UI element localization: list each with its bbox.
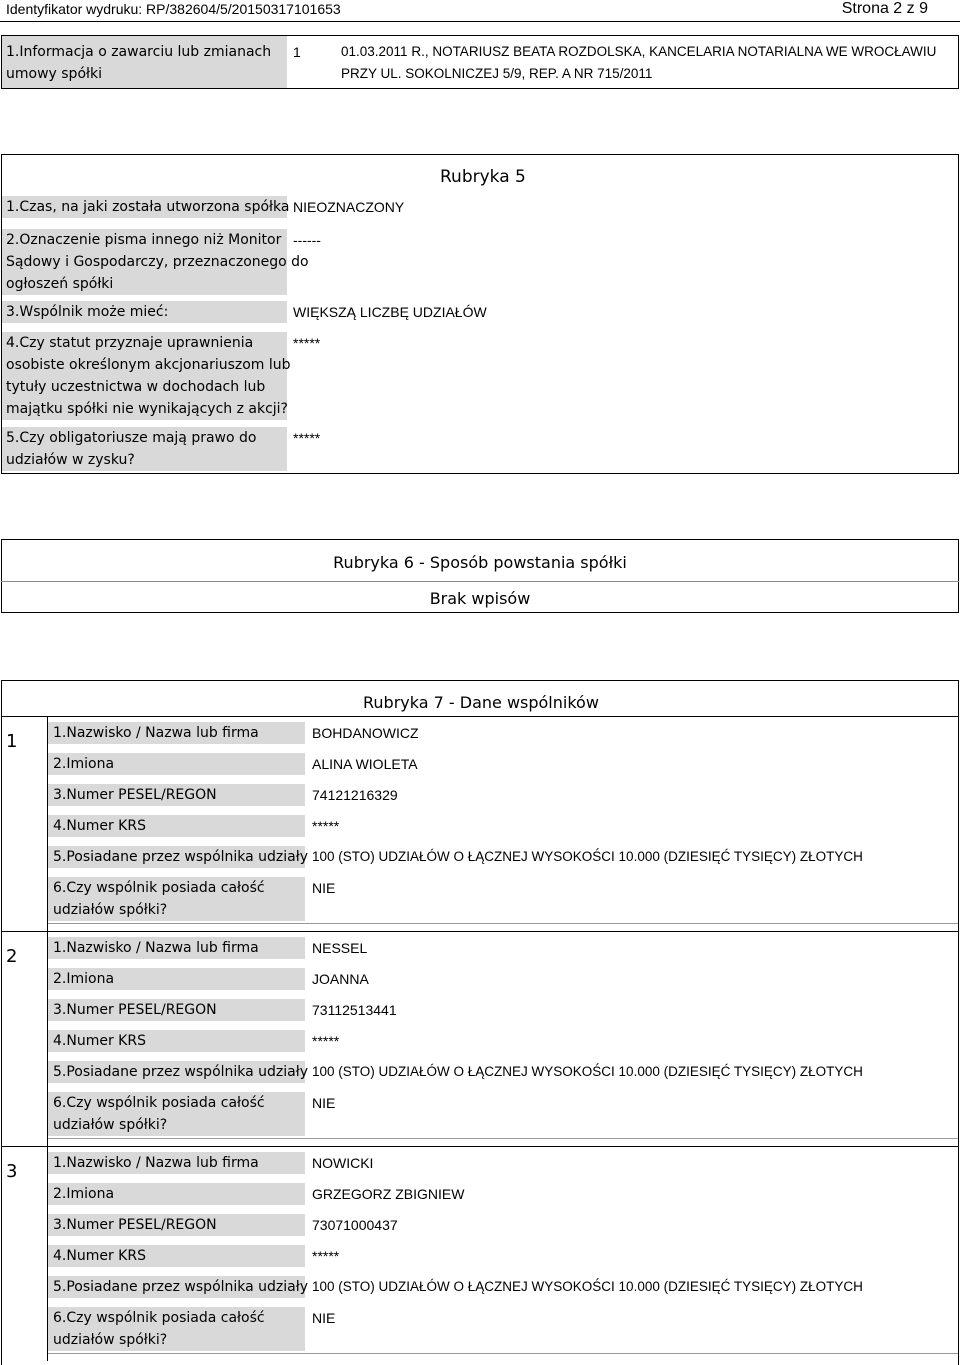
- partner-field-label: 4.Numer KRS: [53, 818, 146, 834]
- r5-label-5a: 5.Czy obligatoriusze mają prawo do: [6, 430, 257, 446]
- rubryka7-title: Rubryka 7 - Dane wspólników: [363, 693, 599, 712]
- partner-pesel: 73112513441: [312, 1002, 397, 1018]
- partner-field-label: 6.Czy wspólnik posiada całość: [53, 1310, 265, 1326]
- partner-field-label: 1.Nazwisko / Nazwa lub firma: [53, 1155, 259, 1171]
- header-rule: [0, 21, 960, 22]
- r5-value-3: WIĘKSZĄ LICZBĘ UDZIAŁÓW: [293, 304, 487, 320]
- partner-top-rule: [1, 716, 959, 717]
- partner-name: NESSEL: [312, 940, 368, 956]
- partner-krs: *****: [312, 1248, 340, 1264]
- partner-field-label: 1.Nazwisko / Nazwa lub firma: [53, 940, 259, 956]
- partner-field-label: 1.Nazwisko / Nazwa lub firma: [53, 725, 259, 741]
- top-entry-label-1: 1.Informacja o zawarciu lub zmianach: [6, 44, 272, 60]
- r5-value-5: *****: [293, 430, 321, 446]
- partner-field-label: 5.Posiadane przez wspólnika udziały: [53, 1064, 309, 1080]
- partner-name: NOWICKI: [312, 1155, 374, 1171]
- partner-number: 3: [6, 1161, 18, 1182]
- partner-field-label: 6.Czy wspólnik posiada całość: [53, 880, 265, 896]
- partner-field-label: udziałów spółki?: [53, 1117, 168, 1133]
- partner-number: 2: [6, 946, 18, 967]
- r5-label-3: 3.Wspólnik może mieć:: [6, 304, 169, 320]
- partner-number: 1: [6, 731, 18, 752]
- partner-pesel: 73071000437: [312, 1217, 398, 1233]
- r5-label-2c: ogłoszeń spółki: [6, 276, 114, 292]
- partner-field-label: 4.Numer KRS: [53, 1248, 146, 1264]
- partner-field-label: udziałów spółki?: [53, 1332, 168, 1348]
- r5-label-1: 1.Czas, na jaki została utworzona spółka: [6, 199, 290, 215]
- partner-top-rule: [1, 931, 959, 932]
- partner-field-label: udziałów spółki?: [53, 902, 168, 918]
- r5-label-4a: 4.Czy statut przyznaje uprawnienia: [6, 335, 254, 351]
- partner-field-label: 3.Numer PESEL/REGON: [53, 1217, 217, 1233]
- partner-name: BOHDANOWICZ: [312, 725, 419, 741]
- partner-first-names: GRZEGORZ ZBIGNIEW: [312, 1186, 465, 1202]
- partner-krs: *****: [312, 818, 340, 834]
- top-entry-number: 1: [293, 44, 301, 60]
- r5-label-4b: osobiste określonym akcjonariuszom lub: [6, 357, 291, 373]
- partner-bottom-rule: [48, 1138, 958, 1139]
- top-entry-value-1: 01.03.2011 R., NOTARIUSZ BEATA ROZDOLSKA, KANCELARIA NOTARIALNA WE WROCŁAWIU: [341, 44, 937, 59]
- partner-first-names: JOANNA: [312, 971, 369, 987]
- page-number: Strona 2 z 9: [841, 0, 928, 17]
- partner-field-label: 5.Posiadane przez wspólnika udziały: [53, 1279, 309, 1295]
- partner-field-label: 2.Imiona: [53, 756, 115, 772]
- partner-pesel: 74121216329: [312, 787, 398, 803]
- partner-shares: 100 (STO) UDZIAŁÓW O ŁĄCZNEJ WYSOKOŚCI 10.000 (DZIESIĘĆ TYSIĘCY) ZŁOTYCH: [312, 1064, 863, 1079]
- partner-field-label: 3.Numer PESEL/REGON: [53, 1002, 217, 1018]
- partner-bottom-rule: [48, 923, 958, 924]
- r5-value-1: NIEOZNACZONY: [293, 199, 405, 215]
- top-entry-label-2: umowy spółki: [6, 66, 102, 82]
- r5-label-4c: tytuły uczestnictwa w dochodach lub: [6, 379, 266, 395]
- partner-top-rule: [1, 1146, 959, 1147]
- partner-field-label: 2.Imiona: [53, 971, 115, 987]
- r5-value-2: ------: [293, 232, 321, 248]
- partner-whole-shares: NIE: [312, 1095, 336, 1111]
- partner-whole-shares: NIE: [312, 1310, 336, 1326]
- partner-field-label: 4.Numer KRS: [53, 1033, 146, 1049]
- r5-label-2b: Sądowy i Gospodarczy, przeznaczonego do: [6, 254, 309, 270]
- partner-field-label: 6.Czy wspólnik posiada całość: [53, 1095, 265, 1111]
- print-identifier: Identyfikator wydruku: RP/382604/5/20150317101653: [6, 1, 341, 17]
- partner-field-label: 3.Numer PESEL/REGON: [53, 787, 217, 803]
- r5-label-5b: udziałów w zysku?: [6, 452, 135, 468]
- partner-bottom-rule: [48, 1353, 958, 1354]
- rubryka6-title: Rubryka 6 - Sposób powstania spółki: [333, 553, 627, 572]
- partner-krs: *****: [312, 1033, 340, 1049]
- r5-label-2a: 2.Oznaczenie pisma innego niż Monitor: [6, 232, 282, 248]
- rubryka5-title: Rubryka 5: [440, 167, 526, 187]
- partner-whole-shares: NIE: [312, 880, 336, 896]
- top-entry-value-2: PRZY UL. SOKOLNICZEJ 5/9, REP. A NR 715/2011: [341, 66, 653, 81]
- partner-field-label: 5.Posiadane przez wspólnika udziały: [53, 849, 309, 865]
- r5-value-4: *****: [293, 335, 321, 351]
- rubryka6-empty: Brak wpisów: [429, 589, 531, 608]
- partner-field-label: 2.Imiona: [53, 1186, 115, 1202]
- r5-label-4d: majątku spółki nie wynikających z akcji?: [6, 401, 288, 417]
- partner-first-names: ALINA WIOLETA: [312, 756, 418, 772]
- partner-shares: 100 (STO) UDZIAŁÓW O ŁĄCZNEJ WYSOKOŚCI 10.000 (DZIESIĘĆ TYSIĘCY) ZŁOTYCH: [312, 849, 863, 864]
- partner-shares: 100 (STO) UDZIAŁÓW O ŁĄCZNEJ WYSOKOŚCI 10.000 (DZIESIĘĆ TYSIĘCY) ZŁOTYCH: [312, 1279, 863, 1294]
